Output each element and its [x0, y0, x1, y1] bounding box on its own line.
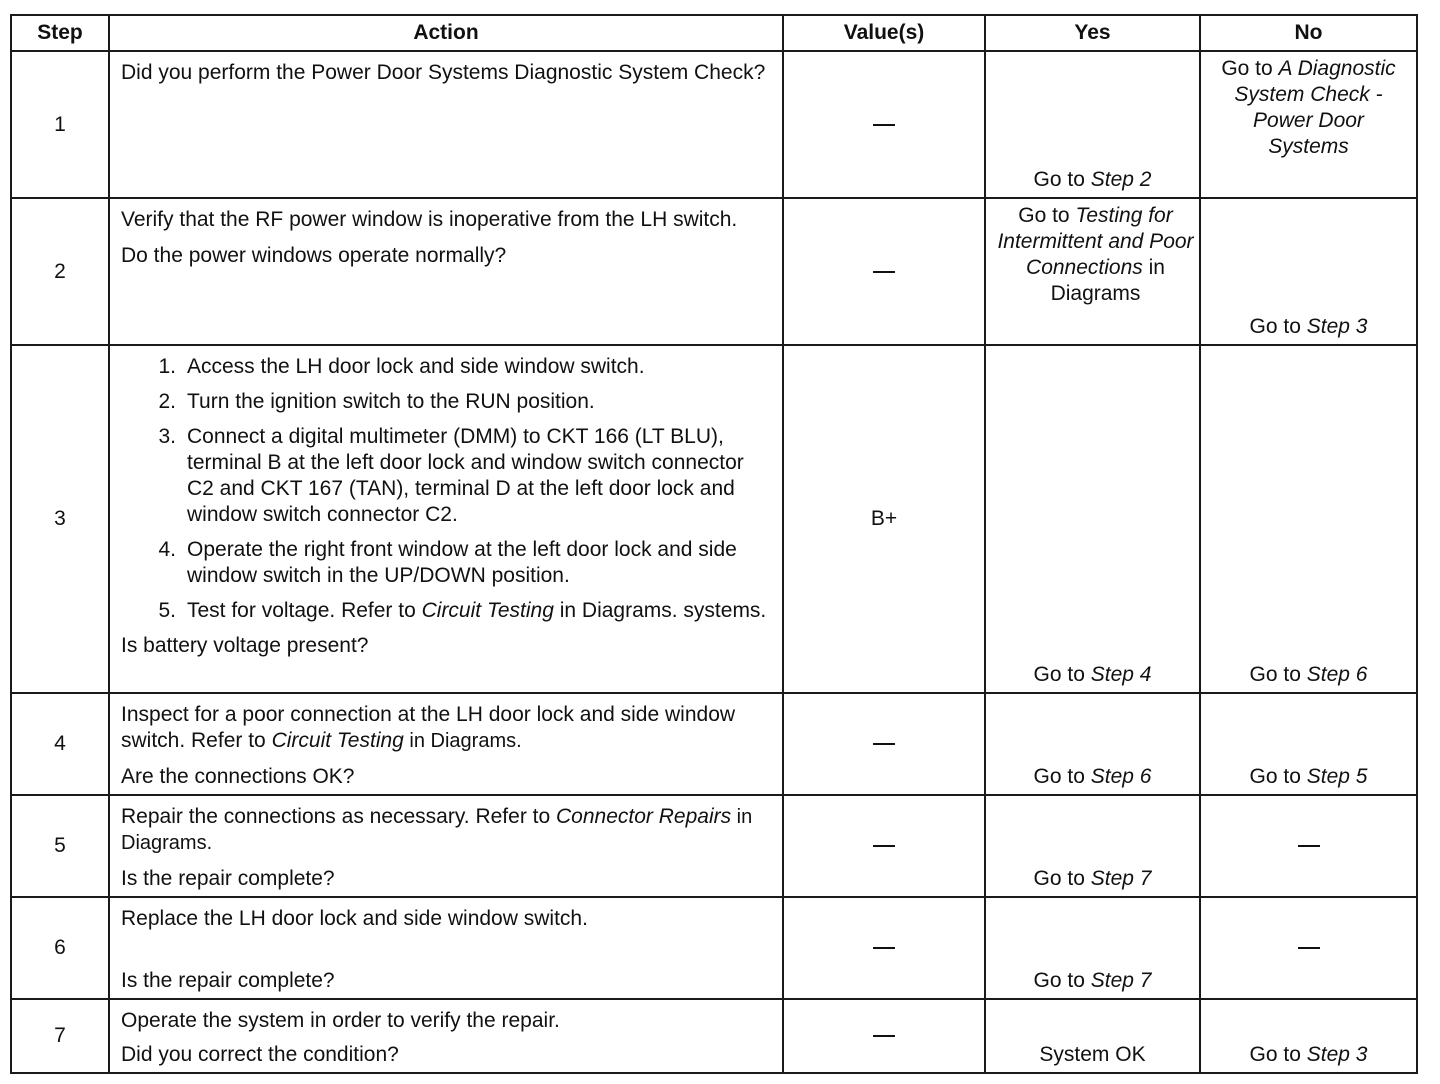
value-cell	[783, 51, 985, 198]
action-text	[121, 804, 772, 856]
action-text: Operate the system in order to verify the repair.	[121, 1009, 560, 1032]
list-number: 3.	[158, 425, 176, 448]
yes-suffix: in Diagrams	[1050, 256, 1165, 305]
yes-prefix: Go to	[1033, 969, 1091, 992]
connector-repairs-link[interactable]: Connector Repairs	[556, 805, 732, 828]
no-prefix: Go to	[1221, 57, 1279, 80]
action-question: Is battery voltage present?	[121, 634, 369, 657]
list-number: 2.	[158, 390, 176, 413]
list-text: Turn the ignition switch to the RUN position.	[187, 390, 595, 413]
circuit-testing-link[interactable]: Circuit Testing	[271, 729, 404, 752]
value-cell	[783, 999, 985, 1073]
value-cell	[783, 795, 985, 897]
value-dash	[873, 743, 895, 745]
table-row-step-7	[11, 999, 1417, 1073]
table-header	[11, 15, 1417, 51]
list-item	[121, 389, 772, 415]
list-number: 5.	[158, 599, 176, 622]
value-cell	[783, 198, 985, 345]
value-dash	[873, 947, 895, 949]
list-number: 4.	[158, 538, 176, 561]
yes-link[interactable]: Step 4	[1090, 663, 1152, 686]
action-text: Replace the LH door lock and side window switch.	[121, 907, 588, 930]
action-cell	[109, 897, 783, 999]
list-text	[187, 598, 772, 624]
yes-cell	[985, 51, 1200, 198]
yes-link[interactable]: Step 7	[1090, 969, 1152, 992]
action-question: Do the power windows operate normally?	[121, 244, 507, 267]
no-cell	[1200, 897, 1417, 999]
list-text-pre: Test for voltage. Refer to	[187, 599, 422, 622]
yes-cell	[985, 345, 1200, 693]
yes-cell	[985, 795, 1200, 897]
list-item	[121, 354, 772, 380]
yes-link[interactable]: Step 7	[1090, 867, 1152, 890]
list-number: 1.	[158, 355, 176, 378]
table-row-step-3	[11, 345, 1417, 693]
value-dash	[873, 124, 895, 126]
value-dash	[873, 845, 895, 847]
action-text-post: in Diagrams.	[121, 806, 753, 854]
action-cell	[109, 345, 783, 693]
action-cell	[109, 795, 783, 897]
action-cell	[109, 693, 783, 795]
action-text-post: in Diagrams.	[403, 730, 522, 752]
step-number: 6	[11, 897, 109, 999]
no-link[interactable]: Step 6	[1306, 663, 1368, 686]
action-cell	[109, 51, 783, 198]
yes-link[interactable]: Step 2	[1090, 168, 1152, 191]
no-prefix: Go to	[1249, 1043, 1307, 1066]
no-cell	[1200, 198, 1417, 345]
action-list	[121, 354, 772, 624]
yes-cell: System OK	[985, 999, 1200, 1073]
table-row-step-2	[11, 198, 1417, 345]
list-item	[121, 424, 772, 528]
header-yes: Yes	[985, 15, 1200, 51]
no-prefix: Go to	[1249, 765, 1307, 788]
list-text-post: in Diagrams. systems.	[553, 599, 767, 622]
value-cell: B+	[783, 345, 985, 693]
action-question: Is the repair complete?	[121, 867, 335, 890]
header-no: No	[1200, 15, 1417, 51]
yes-prefix: Go to	[1018, 204, 1076, 227]
action-question: Is the repair complete?	[121, 969, 335, 992]
action-text	[121, 702, 772, 754]
yes-link[interactable]: Step 6	[1090, 765, 1152, 788]
action-question: Are the connections OK?	[121, 765, 355, 788]
yes-prefix: Go to	[1033, 765, 1091, 788]
no-link[interactable]: A Diagnostic System Check - Power Door Systems	[1234, 57, 1396, 158]
no-link[interactable]: Step 3	[1306, 315, 1368, 338]
no-cell	[1200, 345, 1417, 693]
no-cell	[1200, 999, 1417, 1073]
step-number: 3	[11, 345, 109, 693]
no-dash	[1298, 947, 1320, 949]
no-dash	[1298, 845, 1320, 847]
list-text: Connect a digital multimeter (DMM) to CKT 166 (LT BLU), terminal B at the left door lock and window switch connector C2 and CKT 167 (TAN), terminal D at the left door lock and window switch connector C2.	[187, 425, 744, 526]
step-number: 4	[11, 693, 109, 795]
value-dash	[873, 1035, 895, 1037]
yes-prefix: Go to	[1033, 867, 1091, 890]
no-prefix: Go to	[1249, 663, 1307, 686]
yes-cell	[985, 897, 1200, 999]
action-text-pre: Inspect for a poor connection at the LH door lock and side window switch. Refer to	[121, 703, 736, 752]
action-question: Did you correct the condition?	[121, 1043, 399, 1066]
no-prefix: Go to	[1249, 315, 1307, 338]
step-number: 2	[11, 198, 109, 345]
header-values: Value(s)	[783, 15, 985, 51]
list-item	[121, 598, 772, 624]
table-row-step-5	[11, 795, 1417, 897]
table-row-step-1	[11, 51, 1417, 198]
action-text-pre: Repair the connections as necessary. Refer to	[121, 805, 557, 828]
no-cell	[1200, 795, 1417, 897]
action-text: Verify that the RF power window is inoperative from the LH switch.	[121, 208, 738, 231]
diagnostic-table	[10, 14, 1418, 1074]
header-action: Action	[109, 15, 783, 51]
yes-prefix: Go to	[1033, 168, 1091, 191]
value-cell	[783, 897, 985, 999]
yes-cell	[985, 198, 1200, 345]
circuit-testing-link[interactable]: Circuit Testing	[421, 599, 554, 622]
table-row-step-6	[11, 897, 1417, 999]
value-cell	[783, 693, 985, 795]
no-link[interactable]: Step 3	[1306, 1043, 1368, 1066]
list-text: Access the LH door lock and side window switch.	[187, 355, 645, 378]
list-text: Operate the right front window at the left door lock and side window switch in the UP/DOWN position.	[187, 538, 737, 587]
yes-cell	[985, 693, 1200, 795]
step-number: 1	[11, 51, 109, 198]
step-number: 7	[11, 999, 109, 1073]
value-dash	[873, 271, 895, 273]
action-text: Did you perform the Power Door Systems Diagnostic System Check?	[121, 61, 766, 84]
no-cell	[1200, 693, 1417, 795]
header-step: Step	[11, 15, 109, 51]
no-cell	[1200, 51, 1417, 198]
action-cell	[109, 198, 783, 345]
table-row-step-4	[11, 693, 1417, 795]
yes-prefix: Go to	[1033, 663, 1091, 686]
yes-link[interactable]: Testing for Intermittent and Poor Connections	[997, 204, 1194, 279]
list-item	[121, 537, 772, 589]
action-cell	[109, 999, 783, 1073]
no-link[interactable]: Step 5	[1306, 765, 1368, 788]
step-number: 5	[11, 795, 109, 897]
